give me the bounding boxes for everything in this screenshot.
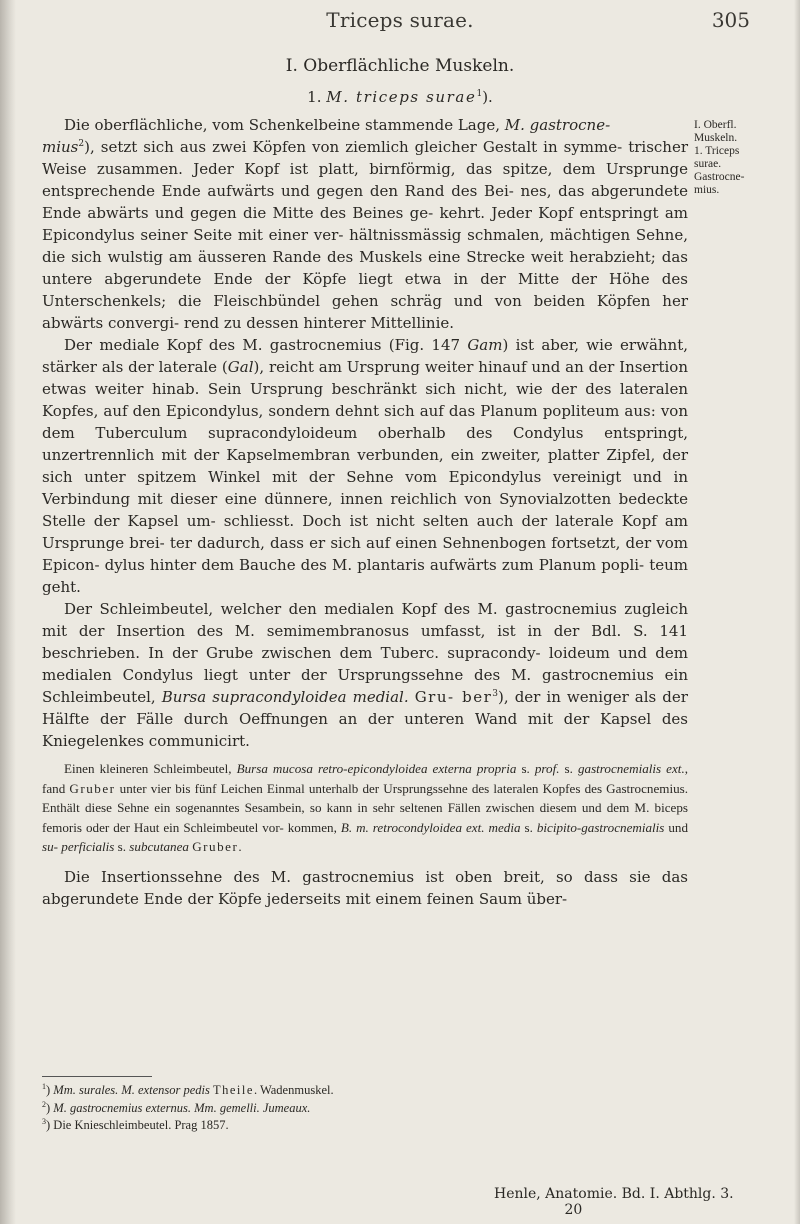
footnote-number: 3 [42, 1116, 46, 1126]
footnotes [42, 1082, 682, 1135]
text-run: Die Insertionssehne des M. gastrocnemius ist oben breit, so dass sie das abgerundete Ende der Köpfe jederseits mit einem feinen Saum über- [42, 867, 688, 908]
margin-note-line: mius. [694, 184, 720, 196]
italic-term: M. gastrocne- [504, 116, 611, 134]
text-run: Gruber [69, 780, 116, 796]
sheet-number: 20 [564, 1202, 583, 1218]
text-run: Die oberflächliche, vom Schenkelbeine stammende Lage, [64, 116, 505, 134]
margin-note-line: surae. [694, 158, 722, 170]
italic-term: Bursa supracondyloidea medial. [161, 688, 409, 706]
subheading-number: 1. [307, 88, 322, 106]
small-print-paragraph [42, 759, 688, 857]
text-run: s. [114, 839, 130, 855]
text-run: s. [559, 761, 578, 776]
text-run: unter vier bis fünf Leichen Einmal unterhalb der Ursprungssehne des lateralen Kopfes des Gastrocnemius. Enthält diese Sehne ein sogenanntes Sesambein, so kann in sehr seltenen Fällen zwischen diesem und dem M. biceps femoris oder der Haut ein Schleimbeutel vor- kommen, [42, 780, 689, 835]
text-run: Die Knieschleimbeutel. Prag 1857. [53, 1118, 229, 1132]
text-run: s. [516, 761, 535, 776]
italic-term: B. m. retrocondyloidea ext. media [340, 819, 521, 835]
footnote-ref: 2 [78, 139, 85, 149]
footnote: $^3$) Die Knieschleimbeutel. Prag 1857. [42, 1116, 229, 1132]
footnote-rule [42, 1076, 152, 1077]
paragraph [42, 866, 688, 910]
italic-term: su- perficialis [42, 839, 115, 855]
signature-text: Henle, Anatomie. Bd. I. Abthlg. 3. [494, 1186, 734, 1202]
subheading-title: M. triceps surae [326, 88, 477, 106]
page-edge-shadow [794, 0, 800, 1224]
text-run: ), setzt sich aus zwei Köpfen von ziemlich gleicher Gestalt in symme- trischer Weise zusammen. Jeder Kopf ist platt, birnförmig, das spitze, dem Ursprunge entsprechende Ende aufwärts und gegen den Rand des Bei- nes, das abgerundete Ende abwärts und gegen die Mitte des Beines ge- kehrt. Jeder Kopf entspringt am Epicondylus seiner Seite mit einer ver- hältnissmässig schmalen, mächtigen Sehne, die sich wulstig am äusseren Rande des Muskels eine Strecke weit herabzieht; das untere abgerundete Ende der Köpfe liegt etwa in der Mitte der Höhe des Unterschenkels; die Fleischbündel gehen schräg und von beiden Köpfen her abwärts convergi- rend zu dessen hinterer Mittellinie. [42, 138, 688, 332]
italic-term: subcutanea [129, 839, 189, 855]
italic-term: gastrocnemialis ext. [577, 761, 685, 776]
text-run: ), reicht am Ursprung weiter hinauf und an der Insertion etwas weiter hinab. Sein Ursprung beschränkt sich nicht, wie der des lateralen Kopfes, auf den Epicondylus, sondern dehnt sich auf das Planum popliteum aus: von dem Tuberculum supracondyloideum oberhalb des Condylus entspringt, unzertrennlich mit der Kapselmembran verbunden, ein zweiter, platter Zipfel, der sich unter spitzem Winkel mit der Sehne vom Epicondylus vereinigt und in Verbindung mit dieser eine dünnere, innen reichlich von Synovialzotten bedeckte Stelle der Kapsel um- schliesst. Doch ist nicht selten auch der laterale Kopf am Ursprunge brei- ter dadurch, dass er sich auf einen Sehnenbogen fortsetzt, der vom Epicon- dylus hinter dem Bauche des M. plantaris aufwärts zum Planum popli- teum geht. [42, 358, 688, 596]
text-run: Der mediale Kopf des M. gastrocnemius (Fig. 147 [64, 336, 468, 354]
margin-note-line: I. Oberfl. [694, 119, 737, 131]
text-run: . [238, 839, 242, 855]
italic-term: mius [42, 138, 79, 156]
italic-term: Mm. surales. M. extensor pedis [53, 1083, 210, 1097]
text-run: Gru- ber [414, 688, 493, 706]
text-run: , fand [42, 761, 688, 796]
footnote-number: 2 [42, 1099, 46, 1109]
margin-note [694, 119, 794, 197]
italic-term: prof. [534, 761, 560, 776]
margin-note-line: 1. Triceps [694, 145, 740, 157]
paragraph [42, 114, 688, 334]
page-binding-shadow [0, 0, 16, 1224]
signature-line [494, 1186, 800, 1218]
text-run: ), der in weniger als der Hälfte der Fälle durch Oeffnungen an der unteren Wand mit der Kapsel des Kniegelenkes communicirt. [42, 688, 688, 750]
text-run: Theile [213, 1083, 254, 1097]
paragraph [42, 598, 688, 752]
text-run: ) ist aber, wie erwähnt, stärker als der laterale ( [42, 336, 689, 376]
italic-term: Gam [467, 336, 503, 354]
italic-term: Bursa mucosa retro-epicondyloidea externa propria [236, 761, 517, 776]
section-heading: I. Oberflächliche Muskeln. [285, 56, 515, 76]
italic-term: Gal [227, 358, 254, 376]
margin-note-line: Muskeln. [694, 132, 738, 144]
text-run: und [664, 819, 689, 835]
footnote: $^2$) M. gastrocnemius externus. Mm. gemelli. Jumeaux. [42, 1099, 311, 1115]
text-run: Der Schleimbeutel, welcher den medialen Kopf des M. gastrocnemius zugleich mit der Insertion des M. semimembranosus umfasst, ist in der Bdl. S. 141 beschrieben. In der Grube zwischen dem Tuberc. supracondy- loideum und dem medialen Condylus liegt unter der Ursprungssehne des M. gastrocnemius ein Schleimbeutel, [42, 600, 688, 706]
footnote: $^1$) Mm. surales. M. extensor pedis Theile. Wadenmuskel. [42, 1081, 334, 1097]
text-run: . Wadenmuskel. [253, 1083, 334, 1097]
paragraph [42, 334, 688, 598]
text-run: Einen kleineren Schleimbeutel, [64, 761, 237, 776]
body-text [42, 114, 688, 910]
footnote-ref: 1 [476, 89, 483, 99]
footnote-ref: 3 [492, 689, 499, 699]
margin-note-line: Gastrocne- [694, 171, 745, 183]
footnote-number: 1 [42, 1081, 46, 1091]
running-header-title: Triceps surae. [326, 8, 474, 32]
page-number: 305 [711, 8, 750, 32]
text-run: s. [520, 819, 537, 835]
text-run: Gruber [192, 839, 239, 855]
subheading: 1. M. triceps surae$^1$). [307, 88, 493, 106]
italic-term: M. gastrocnemius externus. Mm. gemelli. Jumeaux. [53, 1100, 311, 1115]
italic-term: bicipito-gastrocnemialis [536, 819, 665, 835]
